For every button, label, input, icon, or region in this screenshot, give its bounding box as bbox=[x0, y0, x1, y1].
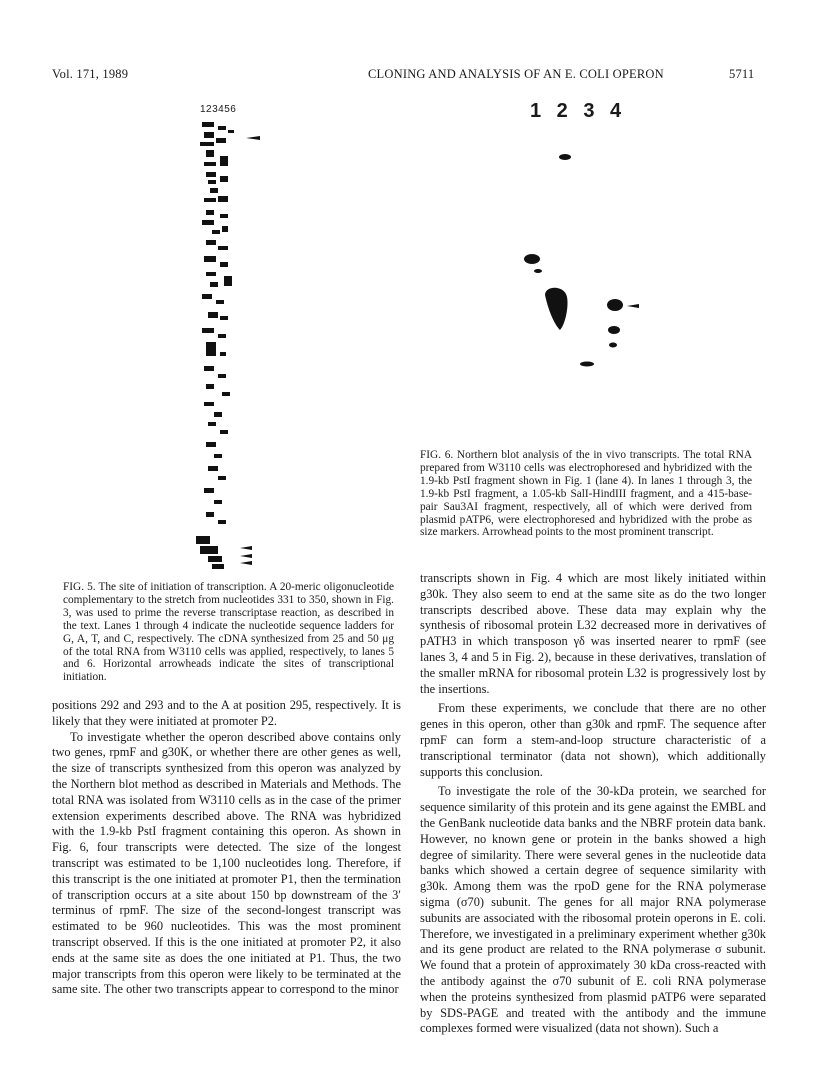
running-header-title: CLONING AND ANALYSIS OF AN E. COLI OPERON bbox=[368, 67, 664, 81]
page-number: 5711 bbox=[729, 67, 755, 81]
paragraph: To investigate the role of the 30-kDa protein, we searched for sequence similarity of this protein and its gene against the EMBL and the GenBank nucleotide data banks and the NBRF protein data bank. However, no known gene or protein in the banks showed a high degree of similarity. There were several genes in the nucleotide data banks which showed a certain degree of sequence similarity with g30k. Among them was the rpoD gene for the RNA polymerase sigma (σ70) subunit. The genes for all major RNA polymerase subunits are associated with the ribosomal protein operons in E. coli. Therefore, we investigated in a preliminary experiment whether g30k and its gene product are related to the RNA polymerase σ subunit. We found that a protein of approximately 30 kDa cross-reacted with the antibody against the σ70 subunit of E. coli RNA polymerase when the proteins synthesized from plasmid pATP6 were separated by SDS-PAGE and treated with the antibody and the immune complexes formed were visualized (data not shown). Such a bbox=[420, 784, 766, 1036]
left-column-text bbox=[52, 698, 401, 998]
paragraph: To investigate whether the operon described above contains only two genes, rpmF and g30K, or whether there are other genes as well, the size of transcripts synthesized from this operon was analyzed by the Northern blot method as described in Materials and Methods. The total RNA was isolated from W3110 cells as in the case of the primer extension experiments described above. The RNA was hybridized with the 1.9-kb PstI fragment containing this operon. As shown in Fig. 6, four transcripts were detected. The size of the longest transcript was estimated to be 1,100 nucleotides long. Therefore, if this transcript is the one initiated at promoter P1, then the termination of transcription occurs at a site about 150 bp downstream of the 3′ terminus of rpmF. The size of the second-longest transcript was estimated to be 960 nucleotides. This was the most prominent transcript observed. If this is the one initiated at promoter P2, it also ends at the same site as does the one initiated at P1. Thus, the two major transcripts from this operon were likely to be terminated at the same site. The other two transcripts appear to correspond to the minor bbox=[52, 729, 401, 997]
fig5-caption: FIG. 5. The site of initiation of transcription. A 20-meric oligonucleotide complementary to the stretch from nucleotides 331 to 350, shown in Fig. 3, was used to prime the reverse transcriptase reaction, as described in the text. Lanes 1 through 4 indicate the nucleotide sequence ladders for G, A, T, and C, respectively. The cDNA synthesized from 25 and 50 μg of the total RNA from W3110 cells was applied, respectively, to lanes 5 and 6. Horizontal arrowheads indicate the sites of transcriptional initiation. bbox=[63, 581, 394, 684]
right-column-text bbox=[420, 571, 766, 1037]
fig5-sequencing-gel bbox=[190, 116, 280, 586]
paragraph: transcripts shown in Fig. 4 which are most likely initiated within g30k. They also seem to end at the same site as do the two longer transcripts described above. These data may explain why the synthesis of ribosomal protein L32 decreased more in derivatives of pATH3 in which transposon γδ was inserted nearer to rpmF (see lanes 3, 4 and 5 in Fig. 2), because in these derivatives, translation of the smaller mRNA for ribosomal protein L32 is progressively lost by the insertions. bbox=[420, 571, 766, 696]
fig6-lane-numbers: 1 2 3 4 bbox=[530, 100, 622, 122]
fig6-caption: FIG. 6. Northern blot analysis of the in vivo transcripts. The total RNA prepared from W3110 cells was electrophoresed and hybridized with the 1.9-kb PstI fragment shown in Fig. 1 (lane 4). In lanes 1 through 3, the 1.9-kb PstI fragment, a 1.05-kb SalI-HindIII fragment, and a 415-base-pair Sau3AI fragment, respectively, all of which were derived from plasmid pATP6, were electrophoresed and hybridized with the probe as size markers. Arrowhead points to the most prominent transcript. bbox=[420, 449, 752, 539]
fig5-lane-numbers: 123456 bbox=[200, 104, 237, 115]
fig6-northern-blot bbox=[505, 135, 665, 375]
paragraph: From these experiments, we conclude that there are no other genes in this operon, other than g30k and rpmF. The sequence after rpmF can form a stem-and-loop structure characteristic of a transcriptional terminator (data not shown), which additionally supports this conclusion. bbox=[420, 701, 766, 779]
running-header-volume: Vol. 171, 1989 bbox=[52, 67, 129, 81]
paragraph: positions 292 and 293 and to the A at position 295, respectively. It is likely that they were initiated at promoter P2. bbox=[52, 698, 401, 728]
